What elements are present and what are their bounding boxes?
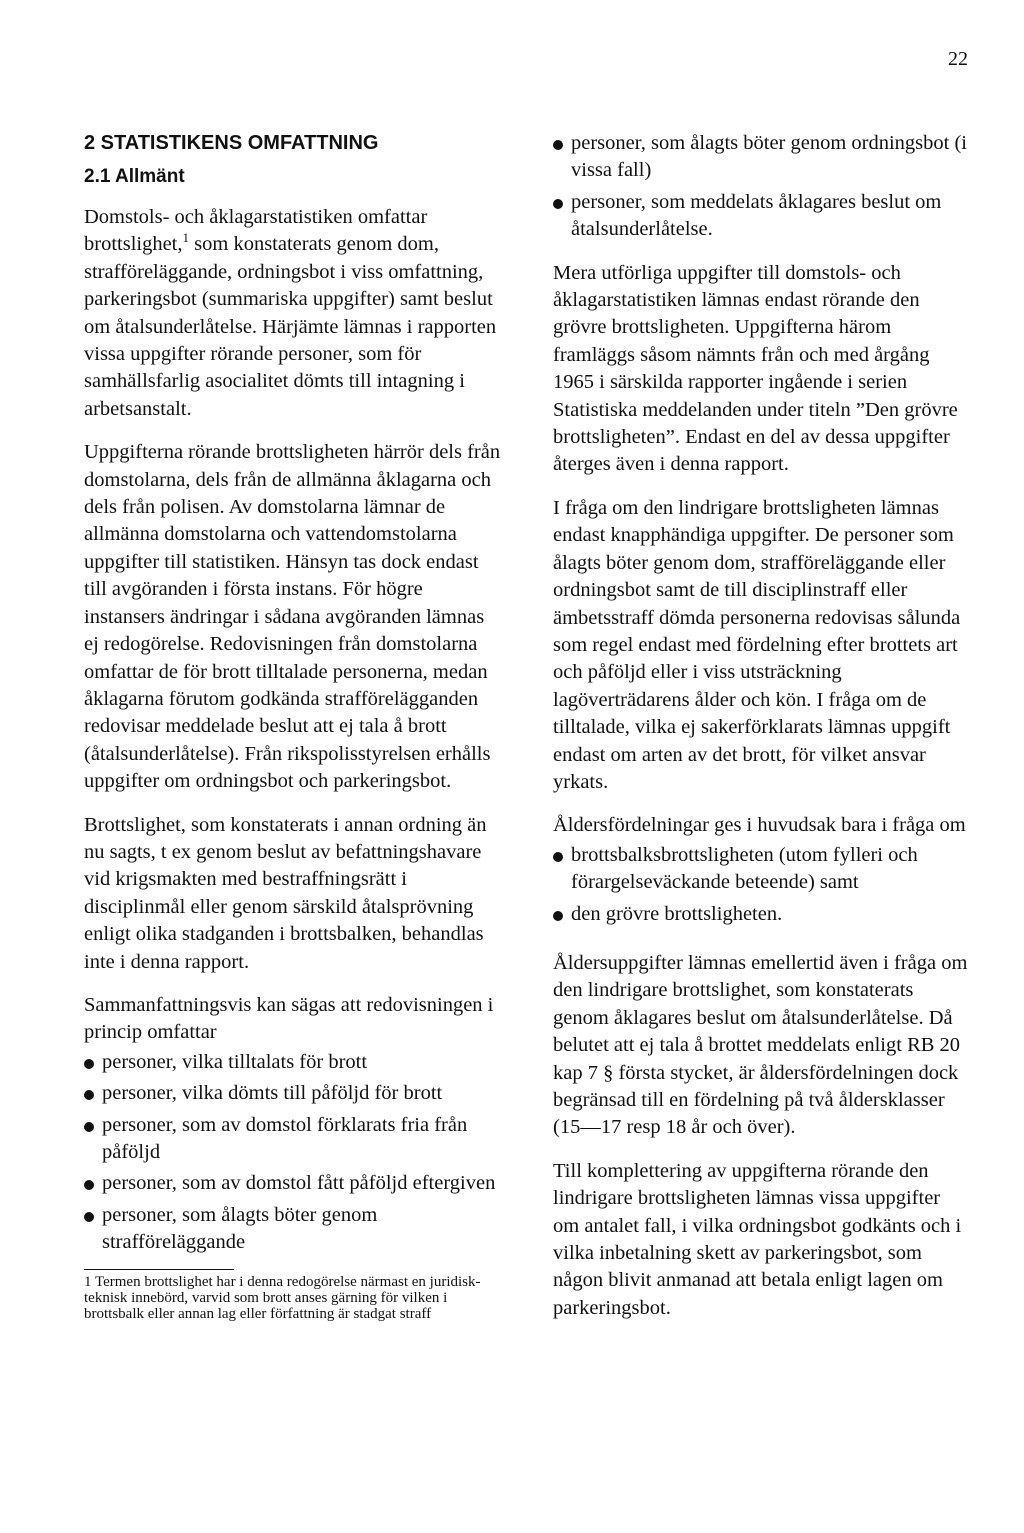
list-item-text: personer, som ålagts böter genom strafföreläggande (102, 1203, 378, 1254)
list-item-text: den grövre brottsligheten. (571, 902, 783, 925)
left-paragraph-1-text-a: Domstols- och åklagarstatistiken omfattar brottslighet, (84, 206, 428, 256)
right-paragraph-2: I fråga om den lindrigare brottsligheten lämnas endast knapphändiga uppgifter. De personer som ålagts böter genom dom, strafföreläggande eller ordningsbot samt de till disciplinstraff eller ämbetsstraff dömda personerna redovisas sålunda som regel endast med fördelning efter brottets art och påföljd eller i viss utsträckning lagöverträdarens ålder och kön. I fråga om de tilltalade, vilka ej sakerförklarats lämnas uppgift endast om arten av det brott, för vilket ansvar yrkats. (553, 496, 961, 793)
list-item-text: personer, som meddelats åklagares beslut om åtalsunderlåtelse. (571, 190, 942, 241)
list-item-text: brottsbalksbrottsligheten (utom fylleri och förargelseväckande beteende) samt (571, 843, 918, 894)
list-item (553, 842, 971, 897)
list-item (84, 1170, 502, 1197)
list-item (553, 130, 971, 185)
left-column (84, 130, 502, 1322)
list-item-text: personer, som av domstol förklarats fria från påföljd (102, 1113, 468, 1163)
section-heading: 2 STATISTIKENS OMFATTNING (84, 132, 379, 154)
list-item (553, 901, 971, 928)
left-paragraph-1 (84, 204, 502, 423)
left-paragraph-2: Uppgifterna rörande brottsligheten härrör dels från domstolarna, dels från de allmänna åklagarna och dels från polisen. Av domstolarna lämnar de allmänna domstolarna och vattendomstolarna uppgifter till statistiken. Hänsyn tas dock endast till avgöranden i första instans. För högre instansers ändringar i sådana avgöranden lämnas ej redogörelse. Redovisningen från domstolarna omfattar de för brott tilltalade personerna, medan åklagarna förutom godkända strafförelägganden redovisar meddelade beslut att ej tala å brott (åtalsunderlåtelse). Från rikspolisstyrelsen erhålls uppgifter om ordningsbot och parkeringsbot. (84, 441, 501, 793)
bullet-icon (84, 1212, 94, 1222)
right-paragraph-5: Till komplettering av uppgifterna rörande den lindrigare brottsligheten lämnas vissa uppgifter om antalet fall, i vilka ordningsbot godkänts och i vilka inbetalning skett av parkeringsbot, som någon blivit anmanad att betala enligt lagen om parkeringsbot. (553, 1159, 962, 1319)
footnote-reference: 1 (182, 230, 190, 246)
right-bullet-list-top (553, 130, 971, 244)
footnote-number: 1 (84, 1273, 92, 1290)
bullet-icon (553, 140, 563, 150)
footnote-text: Termen brottslighet har i denna redogörelse närmast en juridisk-teknisk innebörd, varvid som brott anses gärning för vilken i brottsbalk eller annan lag eller författning är stadgat straff (84, 1273, 481, 1322)
right-paragraph-3: Åldersfördelningar ges i huvudsak bara i fråga om (553, 814, 966, 837)
list-item (84, 1080, 502, 1107)
list-item (84, 1112, 502, 1167)
bullet-icon (84, 1059, 94, 1069)
bullet-icon (553, 911, 563, 921)
right-paragraph-1: Mera utförliga uppgifter till domstols- och åklagarstatistiken lämnas endast rörande den grövre brottsligheten. Uppgifterna härom framläggs såsom nämnts från och med årgång 1965 i särskilda rapporter ingående i serien Statistiska meddelanden under titeln ”Den grövre brottsligheten”. Endast en del av dessa uppgifter återges även i denna rapport. (553, 261, 958, 476)
left-bullet-list (84, 1049, 502, 1257)
bullet-icon (553, 852, 563, 862)
list-item (553, 189, 971, 244)
right-paragraph-4: Åldersuppgifter lämnas emellertid även i fråga om den lindrigare brottslighet, som konstaterats genom åklagares beslut om åtalsunderlåtelse. Då belutet att ej tala å brottet meddelats enligt RB 20 kap 7 § första stycket, är åldersfördelningen dock begränsad till en fördelning på två åldersklasser (15—17 resp 18 år och över). (553, 951, 968, 1139)
right-bullet-list-mid (553, 842, 971, 928)
right-column (553, 130, 971, 1338)
left-paragraph-3: Brottslighet, som konstaterats i annan ordning än nu sagts, t ex genom beslut av befattningshavare vid krigsmakten med bestraffningsrätt i disciplinmål eller genom särskild åtalsprövning enligt olika stadganden i brottsbalken, behandlas inte i denna rapport. (84, 813, 487, 973)
list-item (84, 1049, 502, 1076)
bullet-icon (553, 199, 563, 209)
list-item-text: personer, vilka dömts till påföljd för brott (102, 1082, 443, 1105)
page-number: 22 (948, 48, 968, 70)
subsection-heading: 2.1 Allmänt (84, 166, 185, 187)
list-item-text: personer, som av domstol fått påföljd eftergiven (102, 1172, 496, 1195)
list-item-text: personer, som ålagts böter genom ordningsbot (i vissa fall) (571, 132, 968, 182)
list-item (84, 1202, 502, 1257)
bullet-icon (84, 1180, 94, 1190)
left-paragraph-4: Sammanfattningsvis kan sägas att redovisningen i princip omfattar (84, 993, 494, 1044)
left-paragraph-1-text-b: som konstaterats genom dom, strafföreläggande, ordningsbot i viss omfattning, parkeringsbot (summariska uppgifter) samt beslut om åtalsunderlåtelse. Härjämte lämnas i rapporten vissa uppgifter rörande personer, som för samhällsfarlig asocialitet dömts till intagning i arbetsanstalt. (84, 233, 497, 420)
bullet-icon (84, 1122, 94, 1132)
footnote (84, 1274, 502, 1322)
bullet-icon (84, 1090, 94, 1100)
list-item-text: personer, vilka tilltalats för brott (102, 1050, 368, 1073)
footnote-divider (84, 1269, 234, 1270)
